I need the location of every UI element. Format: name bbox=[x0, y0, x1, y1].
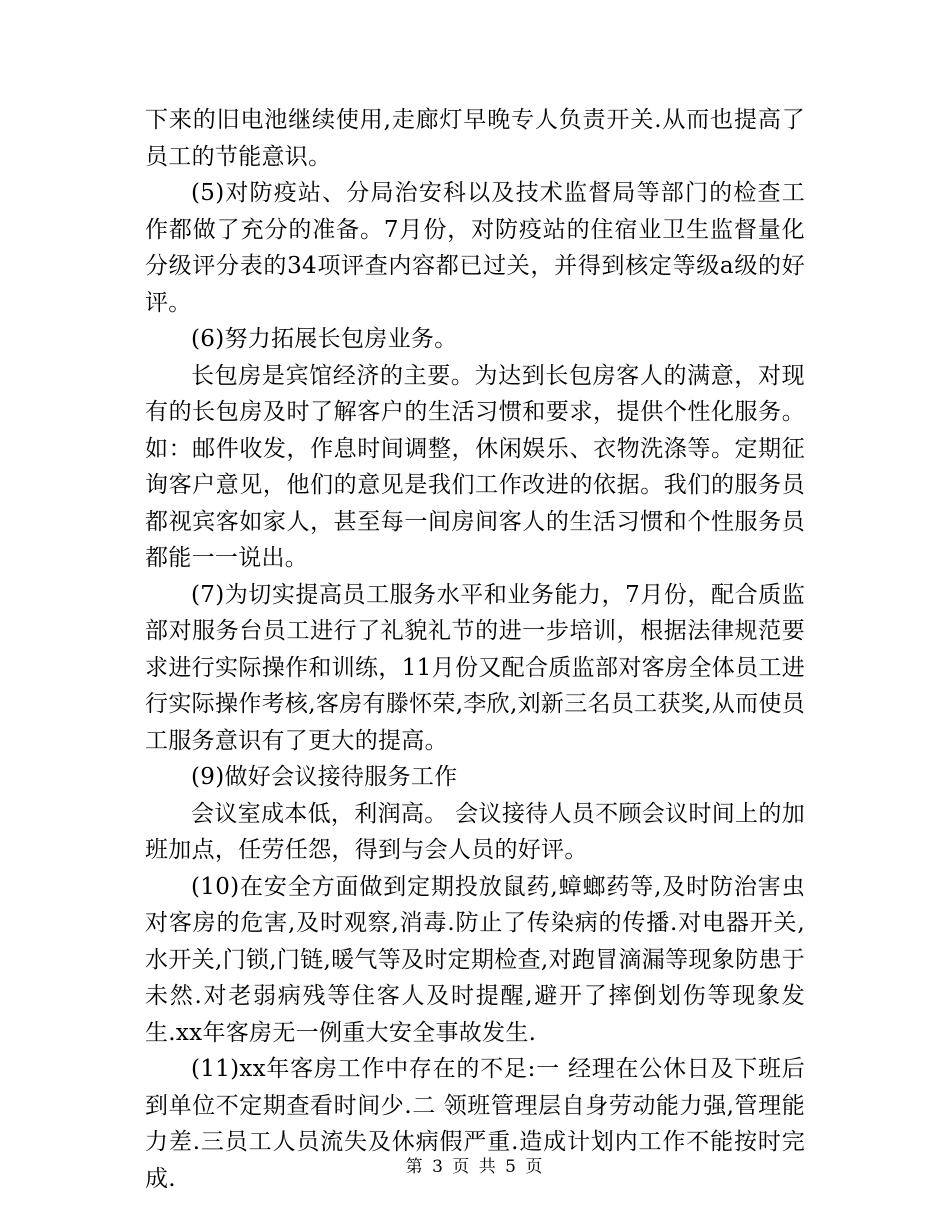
page-number-footer: 第 3 页 共 5 页 bbox=[405, 1157, 545, 1177]
paragraph-item-7: (7)为切实提高员工服务水平和业务能力，7月份，配合质监部对服务台员工进行了礼貌礼节的进一步培训，根据法律规范要求进行实际操作和训练，11月份又配合质监部对客房全体员工进行实际操作考核,客房有滕怀荣,李欣,刘新三名员工获奖,从而使员工服务意识有了更大的提高。 bbox=[145, 581, 805, 754]
paragraph-meeting-rooms: 会议室成本低，利润高。 会议接待人员不顾会议时间上的加班加点，任劳任怨，得到与会人员的好评。 bbox=[145, 800, 805, 863]
paragraph-long-stay-rooms: 长包房是宾馆经济的主要。为达到长包房客人的满意，对现有的长包房及时了解客户的生活习惯和要求，提供个性化服务。如：邮件收发，作息时间调整，休闲娱乐、衣物洗涤等。定期征询客户意见，他们的意见是我们工作改进的依据。我们的服务员都视宾客如家人，甚至每一间房间客人的生活习惯和个性服务员都能一一说出。 bbox=[145, 362, 805, 571]
paragraph-continuation: 下来的旧电池继续使用,走廊灯早晚专人负责开关.从而也提高了员工的节能意识。 bbox=[145, 107, 805, 170]
paragraph-item-6-heading: (6)努力拓展长包房业务。 bbox=[191, 326, 458, 352]
paragraph-item-10: (10)在安全方面做到定期投放鼠药,蟑螂药等,及时防治害虫对客房的危害,及时观察,消毒.防止了传染病的传播.对电器开关,水开关,门锁,门链,暖气等及时定期检查,对跑冒滴漏等现象防患于未然.对老弱病残等住客人及时提醒,避开了摔倒划伤等现象发生.xx年客房无一例重大安全事故发生. bbox=[145, 873, 805, 1046]
paragraph-item-9-heading: (9)做好会议接待服务工作 bbox=[191, 764, 458, 790]
document-body bbox=[145, 102, 805, 1197]
paragraph-item-11: (11)xx年客房工作中存在的不足:一 经理在公休日及下班后到单位不定期查看时间少.二 领班管理层自身劳动能力强,管理能力差.三员工人员流失及休病假严重.造成计划内工作不能按时完成. bbox=[145, 1056, 805, 1192]
paragraph-item-5: (5)对防疫站、分局治安科以及技术监督局等部门的检查工作都做了充分的准备。7月份，对防疫站的住宿业卫生监督量化分级评分表的34项评查内容都已过关，并得到核定等级a级的好评。 bbox=[145, 180, 805, 316]
